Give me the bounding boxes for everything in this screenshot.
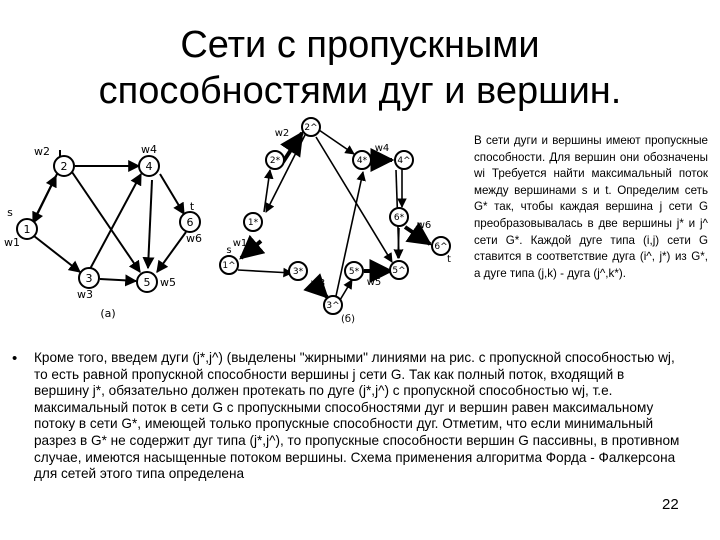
weight-b-w5: w5	[366, 277, 382, 288]
edge-a-6-5	[157, 232, 186, 272]
edge-b-6hat-5star	[398, 228, 399, 258]
node-b-6hat-label: 6^	[434, 242, 448, 252]
source-a-label: s	[7, 206, 13, 219]
caption-b: (б)	[341, 314, 355, 325]
weight-b-w1: w1	[232, 238, 248, 249]
node-b-2hat-label: 2^	[304, 123, 318, 133]
weight-b-w3: w3	[310, 278, 326, 289]
node-a-1-label: 1	[23, 223, 31, 236]
node-b-4hat-label: 4^	[397, 156, 411, 166]
weight-a-w4: w4	[141, 143, 157, 156]
edge-a-1-2	[34, 176, 56, 220]
caption-a: (а)	[100, 307, 116, 320]
sink-a-label: t	[189, 200, 195, 213]
weight-a-w1: w1	[4, 236, 20, 249]
edge-a-1-3	[34, 236, 80, 272]
node-b-3hat-label: 3^	[326, 301, 340, 311]
node-b-1hat-label: 1^	[222, 261, 236, 271]
node-a-6-label: 6	[186, 216, 194, 229]
slide-title	[60, 22, 660, 114]
weight-b-w2: w2	[274, 128, 290, 139]
node-b-3star-label: 3*	[292, 267, 304, 277]
sink-b-label: t	[447, 254, 451, 265]
node-b-1star-label: 1*	[247, 218, 259, 228]
node-a-3-label: 3	[85, 272, 93, 285]
node-a-2-label: 2	[60, 160, 68, 173]
edge-a-4-6	[160, 174, 184, 214]
weight-a-w6: w6	[186, 232, 202, 245]
node-b-6star-label: 6*	[393, 213, 405, 223]
weight-a-w3: w3	[77, 288, 93, 301]
node-a-5-label: 5	[143, 276, 151, 289]
edge-a-3-4	[90, 174, 141, 269]
body-paragraph: Кроме того, введем дуги (j*,j^) (выделены "жирными" линиями на рис. с пропускной способностью wj, то есть равной пропускной способности вершины j сети G. Так как полный поток, входящий в вершину j*, обязательно должен протекать по дуге (j*,j^) с пропускной способностью wj, т.е. максимальный поток в сети G с пропускными способностями дуг и вершин равен максимальному потоку в сети G*, имеющей только пропускные способности дуг. Отметим, что если минимальный разрез в G* не содержит дуг типа (j*,j^), то пропускные способности вершин G пассивны, в противном случае, имеются насыщенные потоком вершины. Схема применения алгоритма Форда - Фалкерсона для сетей этого типа определена	[34, 350, 680, 482]
edge-b-2hat-1star	[266, 135, 305, 212]
weight-a-w5: w5	[160, 276, 176, 289]
bullet-marker: •	[12, 350, 18, 367]
weight-b-w4: w4	[374, 143, 390, 154]
node-b-4star-label: 4*	[356, 156, 368, 166]
source-b-label: s	[226, 245, 232, 256]
edge-a-3-5	[100, 279, 136, 281]
side-description: В сети дуги и вершины имеют пропускные способности. Для вершин они обозначены wi Требуется найти максимальный поток между вершинами s и t. Определим сеть G* так, чтобы каждая вершина j сети G преобразовывалась в две вершины j* и j^ сети G*. Каждой дуге типа (i,j) сети G ставится в соответствие дуга (i^, j*) из G*, а дуге типа (j,k) - дуга (j^,k*).	[474, 134, 708, 280]
node-a-4-label: 4	[145, 160, 153, 173]
edge-a-4-5	[148, 180, 152, 268]
node-b-5hat-label: 5^	[392, 266, 406, 276]
edge-b-1hat-3star	[238, 270, 292, 273]
node-b-5star-label: 5*	[348, 267, 360, 277]
weight-b-w6: w6	[416, 220, 432, 231]
network-figure	[0, 112, 460, 332]
page-number: 22	[662, 496, 679, 513]
graph-b-nodes	[220, 118, 450, 314]
node-b-2star-label: 2*	[269, 156, 281, 166]
title-line-2: способностями дуг и вершин.	[98, 70, 622, 112]
edge-b-3hat-5star	[340, 280, 352, 300]
title-line-1: Сети с пропускными	[180, 24, 540, 66]
weight-a-w2: w2	[34, 145, 50, 158]
edge-a-2-5	[72, 172, 140, 272]
